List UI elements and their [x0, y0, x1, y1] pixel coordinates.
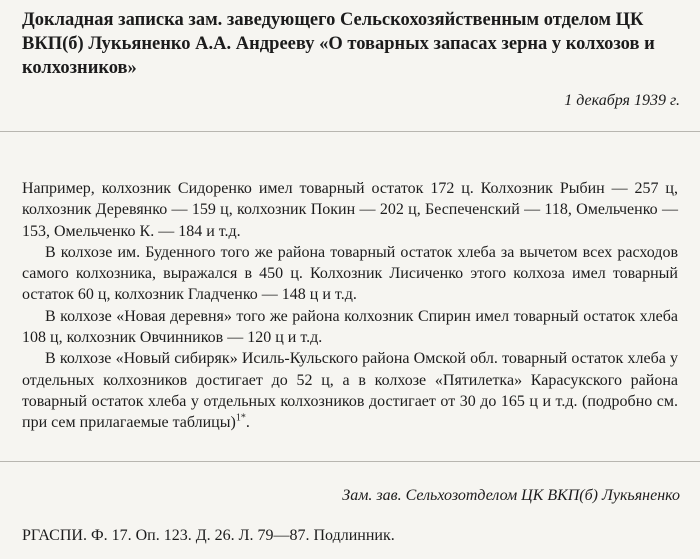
bottom-divider — [0, 461, 700, 462]
footnote-mark: 1* — [235, 412, 246, 424]
paragraph-1: Например, колхозник Сидоренко имел товарный остаток 172 ц. Колхозник Рыбин — 257 ц, колхозник Деревянко — 159 ц, колхозник Покин — 202 ц, Беспеченский — 118, Омельченко — 153, Омельченко К. — 184 и т.д. — [22, 180, 678, 240]
signature: Зам. зав. Сельхозотделом ЦК ВКП(б) Лукьяненко — [342, 487, 680, 504]
archive-reference: РГАСПИ. Ф. 17. Оп. 123. Д. 26. Л. 79—87. Подлинник. — [22, 527, 395, 544]
paragraph-3: В колхозе «Новая деревня» того же района колхозник Спирин имел товарный остаток хлеба 108 ц, колхозник Овчинников — 120 ц и т.д. — [22, 307, 678, 347]
document-title: Докладная записка зам. заведующего Сельскохозяйственным отделом ЦК ВКП(б) Лукьяненко А.А. Андрееву «О товарных запасах зерна у колхозов и колхозников» — [22, 10, 655, 78]
document-date: 1 декабря 1939 г. — [564, 92, 680, 109]
paragraph-4-text: В колхозе «Новый сибиряк» Исиль-Кульского района Омской обл. товарный остаток хлеба у отдельных колхозников достигает до 52 ц, а в колхозе «Пятилетка» Карасукского района товарный остаток хлеба у отдельных колхозников достигает от 30 до 165 ц и т.д. (подробно см. при сем прилагаемые таблицы) — [22, 350, 678, 432]
paragraph-4: В колхозе «Новый сибиряк» Исиль-Кульского района Омской обл. товарный остаток хлеба у отдельных колхозников достигает до 52 ц, а в колхозе «Пятилетка» Карасукского района товарный остаток хлеба у отдельных колхозников достигает от 30 до 165 ц и т.д. (подробно см. при сем прилагаемые таблицы)$^{1*}$. — [22, 350, 678, 432]
top-divider — [0, 131, 700, 132]
document-body — [22, 178, 678, 434]
paragraph-2: В колхозе им. Буденного того же района товарный остаток хлеба за вычетом всех расходов самого колхозника, выражался в 450 ц. Колхозник Лисиченко этого колхоза имел товарный остаток 60 ц, колхозник Гладченко — 148 ц и т.д. — [22, 243, 678, 304]
